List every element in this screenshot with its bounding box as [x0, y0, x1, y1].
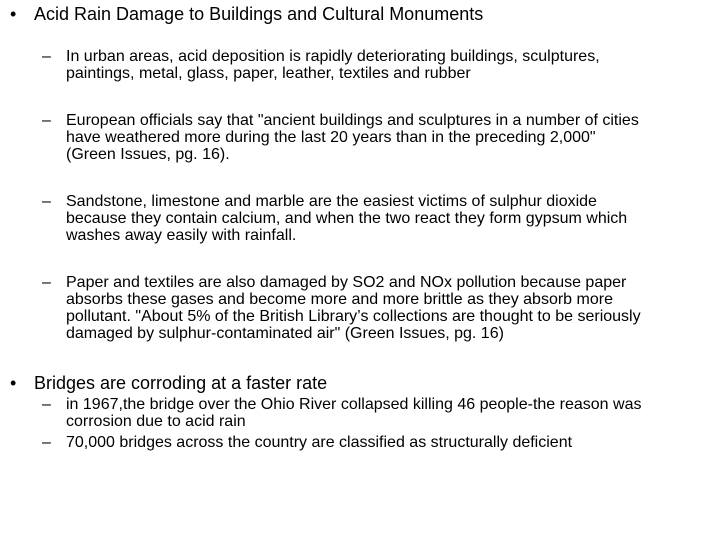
sub-bullet-sandstone — [42, 193, 714, 244]
sub-bullet-line: Paper and textiles are also damaged by SO2 and NOx pollution because paper — [66, 274, 627, 291]
dash-marker: – — [42, 112, 51, 129]
bullet-dot: • — [10, 373, 17, 393]
section-title: Acid Rain Damage to Buildings and Cultural Monuments — [34, 4, 484, 24]
sub-bullet-line: damaged by sulphur-contaminated air" (Green Issues, pg. 16) — [66, 325, 504, 342]
sub-bullet-line: because they contain calcium, and when the two react they form gypsum which — [66, 210, 628, 227]
sub-bullet-line: Sandstone, limestone and marble are the easiest victims of sulphur dioxide — [66, 193, 597, 210]
bullet-dot: • — [10, 4, 17, 24]
sub-bullet-line: in 1967,the bridge over the Ohio River collapsed killing 46 people-the reason was — [66, 396, 642, 413]
sub-bullet-line: have weathered more during the last 20 years than in the preceding 2,000" — [66, 129, 596, 146]
sub-bullet-urban-deposition — [42, 48, 714, 82]
sub-bullet-line: 70,000 bridges across the country are classified as structurally deficient — [66, 434, 573, 451]
sub-bullet-paper-textiles — [42, 274, 714, 342]
dash-marker: – — [42, 48, 51, 65]
sub-bullet-line: corrosion due to acid rain — [66, 413, 246, 430]
section-title: Bridges are corroding at a faster rate — [34, 373, 328, 393]
dash-marker: – — [42, 396, 51, 413]
sub-bullet-line: European officials say that "ancient buildings and sculptures in a number of cities — [66, 112, 639, 129]
sub-bullet-line: paintings, metal, glass, paper, leather, textiles and rubber — [66, 65, 471, 82]
dash-marker: – — [42, 193, 51, 210]
sub-bullet-line: washes away easily with rainfall. — [66, 227, 297, 244]
sub-bullet-deficient-bridges — [42, 434, 714, 451]
sub-bullet-european-officials — [42, 112, 714, 163]
sub-bullet-line: (Green Issues, pg. 16). — [66, 146, 230, 163]
sub-bullet-ohio-bridge — [42, 396, 714, 430]
sub-bullet-line: In urban areas, acid deposition is rapidly deteriorating buildings, sculptures, — [66, 48, 600, 65]
sub-bullet-line: absorbs these gases and become more and more brittle as they absorb more — [66, 291, 613, 308]
sub-bullet-line: pollutant. "About 5% of the British Library’s collections are thought to be seriously — [66, 308, 641, 325]
dash-marker: – — [42, 434, 51, 451]
dash-marker: – — [42, 274, 51, 291]
